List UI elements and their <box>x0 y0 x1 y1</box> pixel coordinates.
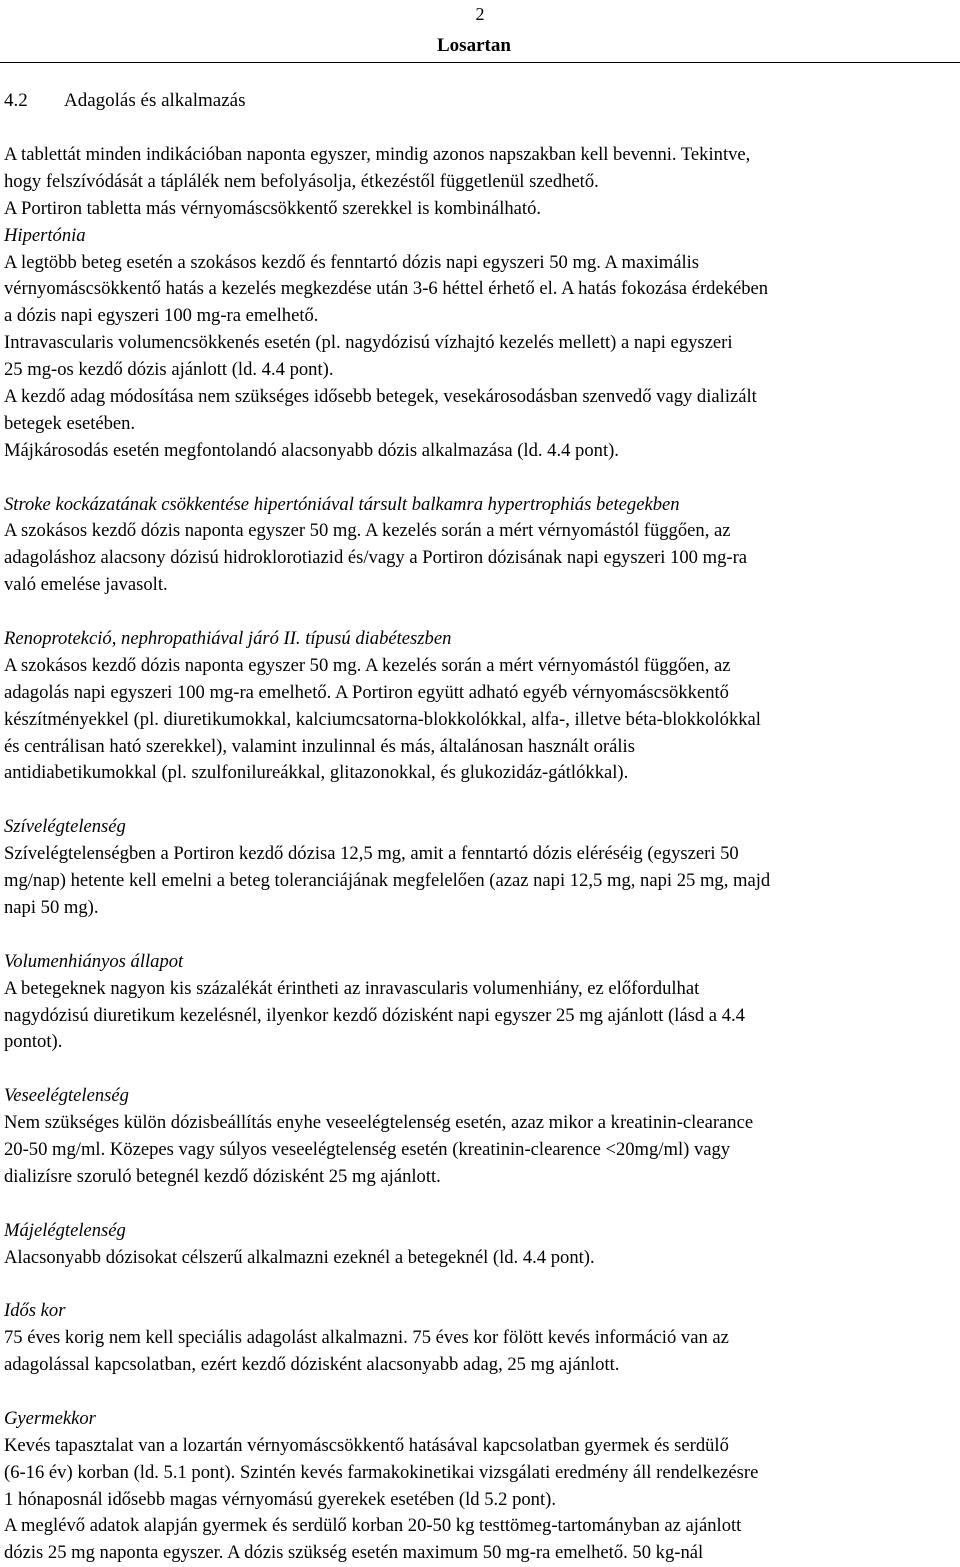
paragraph-gap <box>4 599 960 626</box>
paragraph-line: Alacsonyabb dózisokat célszerű alkalmazni ezeknél a betegeknél (ld. 4.4 pont). <box>4 1246 595 1268</box>
subheading-heart-failure: Szívelégtelenség <box>4 816 126 838</box>
page-number: 2 <box>475 4 485 24</box>
volume-depletion-block <box>4 949 960 1057</box>
paragraph-line: A tablettát minden indikációban naponta egyszer, mindig azonos napszakban kell bevenni. Tekintve, <box>4 144 751 165</box>
paragraph-gap <box>4 465 960 492</box>
elderly-block <box>4 1298 960 1379</box>
paragraph-line: nagydózisú diuretikum kezelésnél, ilyenkor kezdő dózisként napi egyszer 25 mg ajánlott (lásd a 4.4 <box>4 1004 745 1026</box>
paragraph-line: napi 50 mg). <box>4 896 99 918</box>
subheading-renal: Veseelégtelenség <box>4 1085 129 1107</box>
hypertonia-block <box>4 223 960 465</box>
subheading-volume-depletion: Volumenhiányos állapot <box>4 950 184 972</box>
paragraph-line: A szokásos kezdő dózis naponta egyszer 50 mg. A kezelés során a mért vérnyomástól függően, az <box>4 520 731 542</box>
paragraph-line: dializísre szoruló betegnél kezdő dózisként 25 mg ajánlott. <box>4 1165 441 1187</box>
paragraph-line: készítményekkel (pl. diuretikumokkal, kalciumcsatorna-blokkolókkal, alfa-, illetve béta-blokkolókkal <box>4 708 761 730</box>
section-number: 4.2 <box>4 90 28 111</box>
section-heading <box>4 89 245 113</box>
stroke-block <box>4 492 960 600</box>
paragraph-line: Nem szükséges külön dózisbeállítás enyhe veseelégtelenség esetén, azaz mikor a kreatinin-clearance <box>4 1112 754 1134</box>
subheading-renoprotection: Renoprotekció, nephropathiával járó II. típusú diabéteszben <box>4 628 452 650</box>
paragraph-line: A Portiron tabletta más vérnyomáscsökkentő szerekkel is kombinálható. <box>4 197 542 219</box>
hepatic-block <box>4 1218 960 1272</box>
paragraph-line: pontot). <box>4 1031 63 1053</box>
section-title: Adagolás és alkalmazás <box>64 90 246 111</box>
renal-block <box>4 1083 960 1191</box>
paragraph-line: A szokásos kezdő dózis naponta egyszer 50 mg. A kezelés során a mért vérnyomástól függően, az <box>4 654 731 676</box>
paragraph-line: adagoláshoz alacsony dózisú hidroklorotiazid és/vagy a Portiron dózisának napi egyszeri 100 mg-ra <box>4 547 748 569</box>
renoprotection-block <box>4 626 960 787</box>
subheading-children: Gyermekkor <box>4 1407 96 1429</box>
paragraph-line: Intravascularis volumencsökkenés esetén (pl. nagydózisú vízhajtó kezelés mellett) a napi egyszeri <box>4 332 733 354</box>
paragraph-line: betegek esetében. <box>4 412 136 434</box>
running-title: Losartan <box>437 35 511 56</box>
paragraph-line: való emelése javasolt. <box>4 574 168 596</box>
paragraph-gap <box>4 787 960 814</box>
paragraph-gap <box>4 922 960 949</box>
paragraph-line: (6-16 év) korban (ld. 5.1 pont). Szintén kevés farmakokinetikai vizsgálati eredmény áll rendelkezésre <box>4 1461 759 1483</box>
paragraph-gap <box>4 1191 960 1218</box>
intro-block <box>4 142 960 223</box>
subheading-stroke: Stroke kockázatának csökkentése hipertóniával társult balkamra hypertrophiás betegekben <box>4 493 680 515</box>
paragraph-line: Szívelégtelenségben a Portiron kezdő dózisa 12,5 mg, amit a fenntartó dózis eléréséig (egyszeri 50 <box>4 843 739 865</box>
paragraph-gap <box>4 1379 960 1406</box>
document-body <box>4 142 960 1567</box>
paragraph-line: a dózis napi egyszeri 100 mg-ra emelhető. <box>4 305 319 327</box>
paragraph-line: 25 mg-os kezdő dózis ajánlott (ld. 4.4 pont). <box>4 359 334 381</box>
paragraph-line: adagolással kapcsolatban, ezért kezdő dózisként alacsonyabb adag, 25 mg ajánlott. <box>4 1354 620 1376</box>
paragraph-line: Májkárosodás esetén megfontolandó alacsonyabb dózis alkalmazása (ld. 4.4 pont). <box>4 439 619 461</box>
paragraph-line: mg/nap) hetente kell emelni a beteg toleranciájának megfelelően (azaz napi 12,5 mg, napi 25 mg, majd <box>4 870 771 892</box>
paragraph-line: 20-50 mg/ml. Közepes vagy súlyos veseelégtelenség esetén (kreatinin-clearence <20mg/ml) vagy <box>4 1138 731 1160</box>
paragraph-line: és centrálisan ható szerekkel), valamint inzulinnal és más, általánosan használt orális <box>4 735 635 757</box>
subheading-hypertonia: Hipertónia <box>4 224 86 246</box>
paragraph-line: 75 éves korig nem kell speciális adagolást alkalmazni. 75 éves kor fölött kevés információ van az <box>4 1327 729 1349</box>
children-block <box>4 1406 960 1567</box>
paragraph-line: A meglévő adatok alapján gyermek és serdülő korban 20-50 kg testtömeg-tartományban az ajánlott <box>4 1515 742 1537</box>
header-rule <box>0 62 960 63</box>
paragraph-line: antidiabetikumokkal (pl. szulfonilureákkal, glitazonokkal, és glukozidáz-gátlókkal). <box>4 762 629 784</box>
subheading-hepatic: Májelégtelenség <box>4 1219 126 1241</box>
paragraph-line: A betegeknek nagyon kis százalékát érintheti az inravascularis volumenhiány, ez előfordulhat <box>4 977 700 999</box>
heart-failure-block <box>4 814 960 922</box>
paragraph-line: hogy felszívódását a táplálék nem befolyásolja, étkezéstől függetlenül szedhető. <box>4 170 599 192</box>
subheading-elderly: Idős kor <box>4 1300 66 1322</box>
paragraph-gap <box>4 1271 960 1298</box>
paragraph-line: adagolás napi egyszeri 100 mg-ra emelhető. A Portiron együtt adható egyéb vérnyomáscsökkentő <box>4 681 729 703</box>
paragraph-gap <box>4 1056 960 1083</box>
paragraph-line: 1 hónaposnál idősebb magas vérnyomású gyerekek esetében (ld 5.2 pont). <box>4 1488 556 1510</box>
paragraph-line: Kevés tapasztalat van a lozartán vérnyomáscsökkentő hatásával kapcsolatban gyermek és serdülő <box>4 1434 729 1456</box>
paragraph-line: vérnyomáscsökkentő hatás a kezelés megkezdése után 3-6 héttel érhető el. A hatás fokozása érdekében <box>4 278 769 300</box>
paragraph-line: dózis 25 mg naponta egyszer. A dózis szükség esetén maximum 50 mg-ra emelhető. 50 kg-nál <box>4 1542 704 1564</box>
paragraph-line: A kezdő adag módosítása nem szükséges idősebb betegek, vesekárosodásban szenvedő vagy dializált <box>4 386 757 408</box>
paragraph-line: A legtöbb beteg esetén a szokásos kezdő és fenntartó dózis napi egyszeri 50 mg. A maximális <box>4 251 700 273</box>
